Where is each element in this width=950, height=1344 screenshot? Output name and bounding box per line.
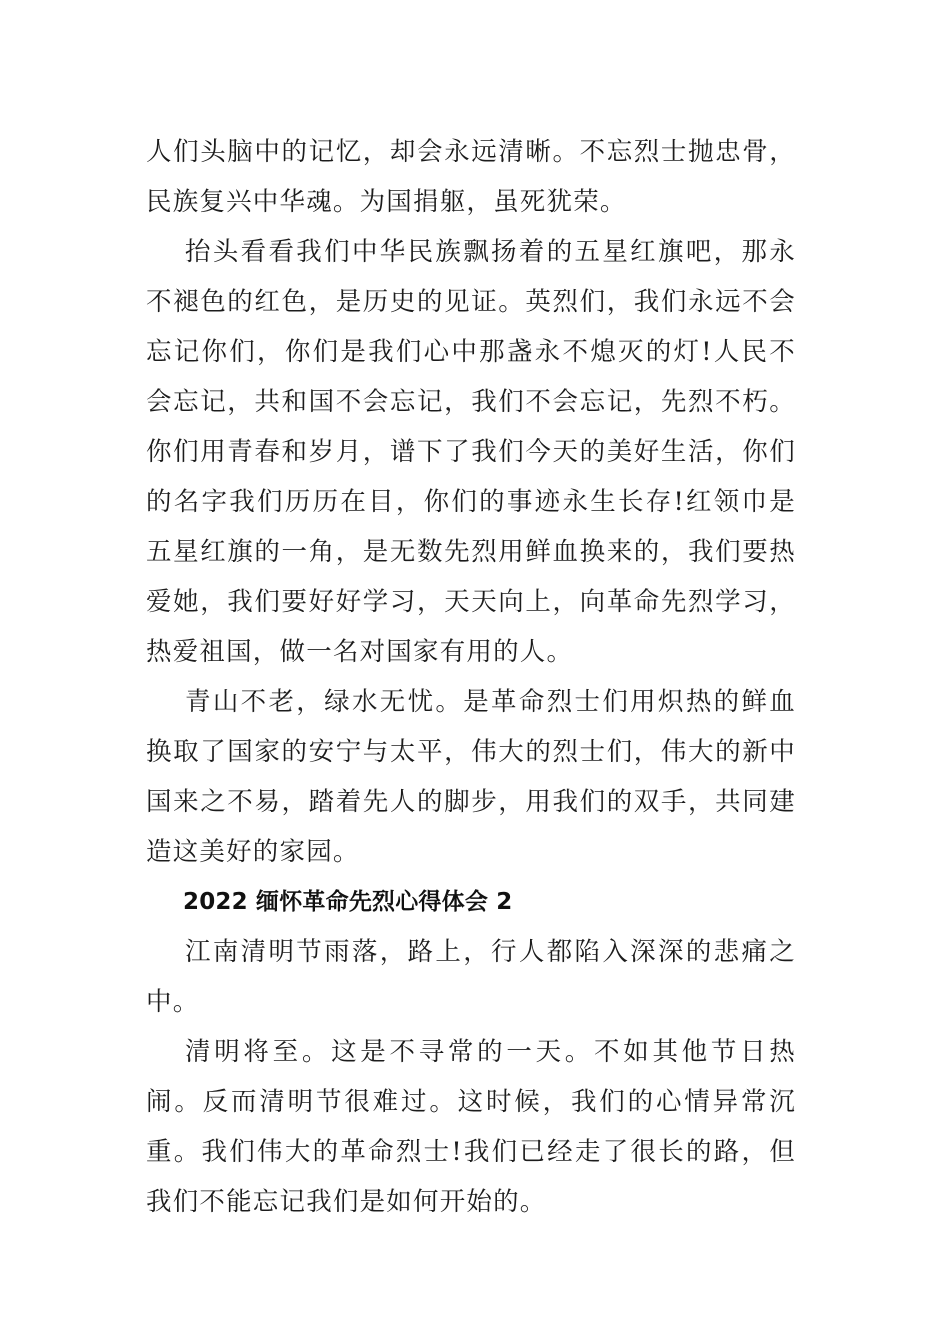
paragraph-4: 江南清明节雨落，路上，行人都陷入深深的悲痛之中。: [146, 937, 796, 1017]
paragraph-2: 抬头看看我们中华民族飘扬着的五星红旗吧，那永不褪色的红色，是历史的见证。英烈们，我们永远不会忘记你们，你们是我们心中那盏永不熄灭的灯!人民不会忘记，共和国不会忘记，我们不会忘记，先烈不朽。你们用青春和岁月，谱下了我们今天的美好生活，你们的名字我们历历在目，你们的事迹永生长存!红领巾是五星红旗的一角，是无数先烈用鲜血换来的，我们要热爱她，我们要好好学习，天天向上，向革命先烈学习，热爱祖国，做一名对国家有用的人。: [146, 237, 796, 667]
document-body: [146, 127, 796, 1227]
section-heading: 2022 缅怀革命先烈心得体会 2: [183, 889, 513, 915]
paragraph-5: 清明将至。这是不寻常的一天。不如其他节日热闹。反而清明节很难过。这时候，我们的心情异常沉重。我们伟大的革命烈士!我们已经走了很长的路，但我们不能忘记我们是如何开始的。: [146, 1037, 796, 1217]
paragraph-3: 青山不老，绿水无忧。是革命烈士们用炽热的鲜血换取了国家的安宁与太平，伟大的烈士们，伟大的新中国来之不易，踏着先人的脚步，用我们的双手，共同建造这美好的家园。: [146, 687, 796, 867]
paragraph-1: 人们头脑中的记忆，却会永远清晰。不忘烈士抛忠骨，民族复兴中华魂。为国捐躯，虽死犹荣。: [146, 137, 796, 217]
